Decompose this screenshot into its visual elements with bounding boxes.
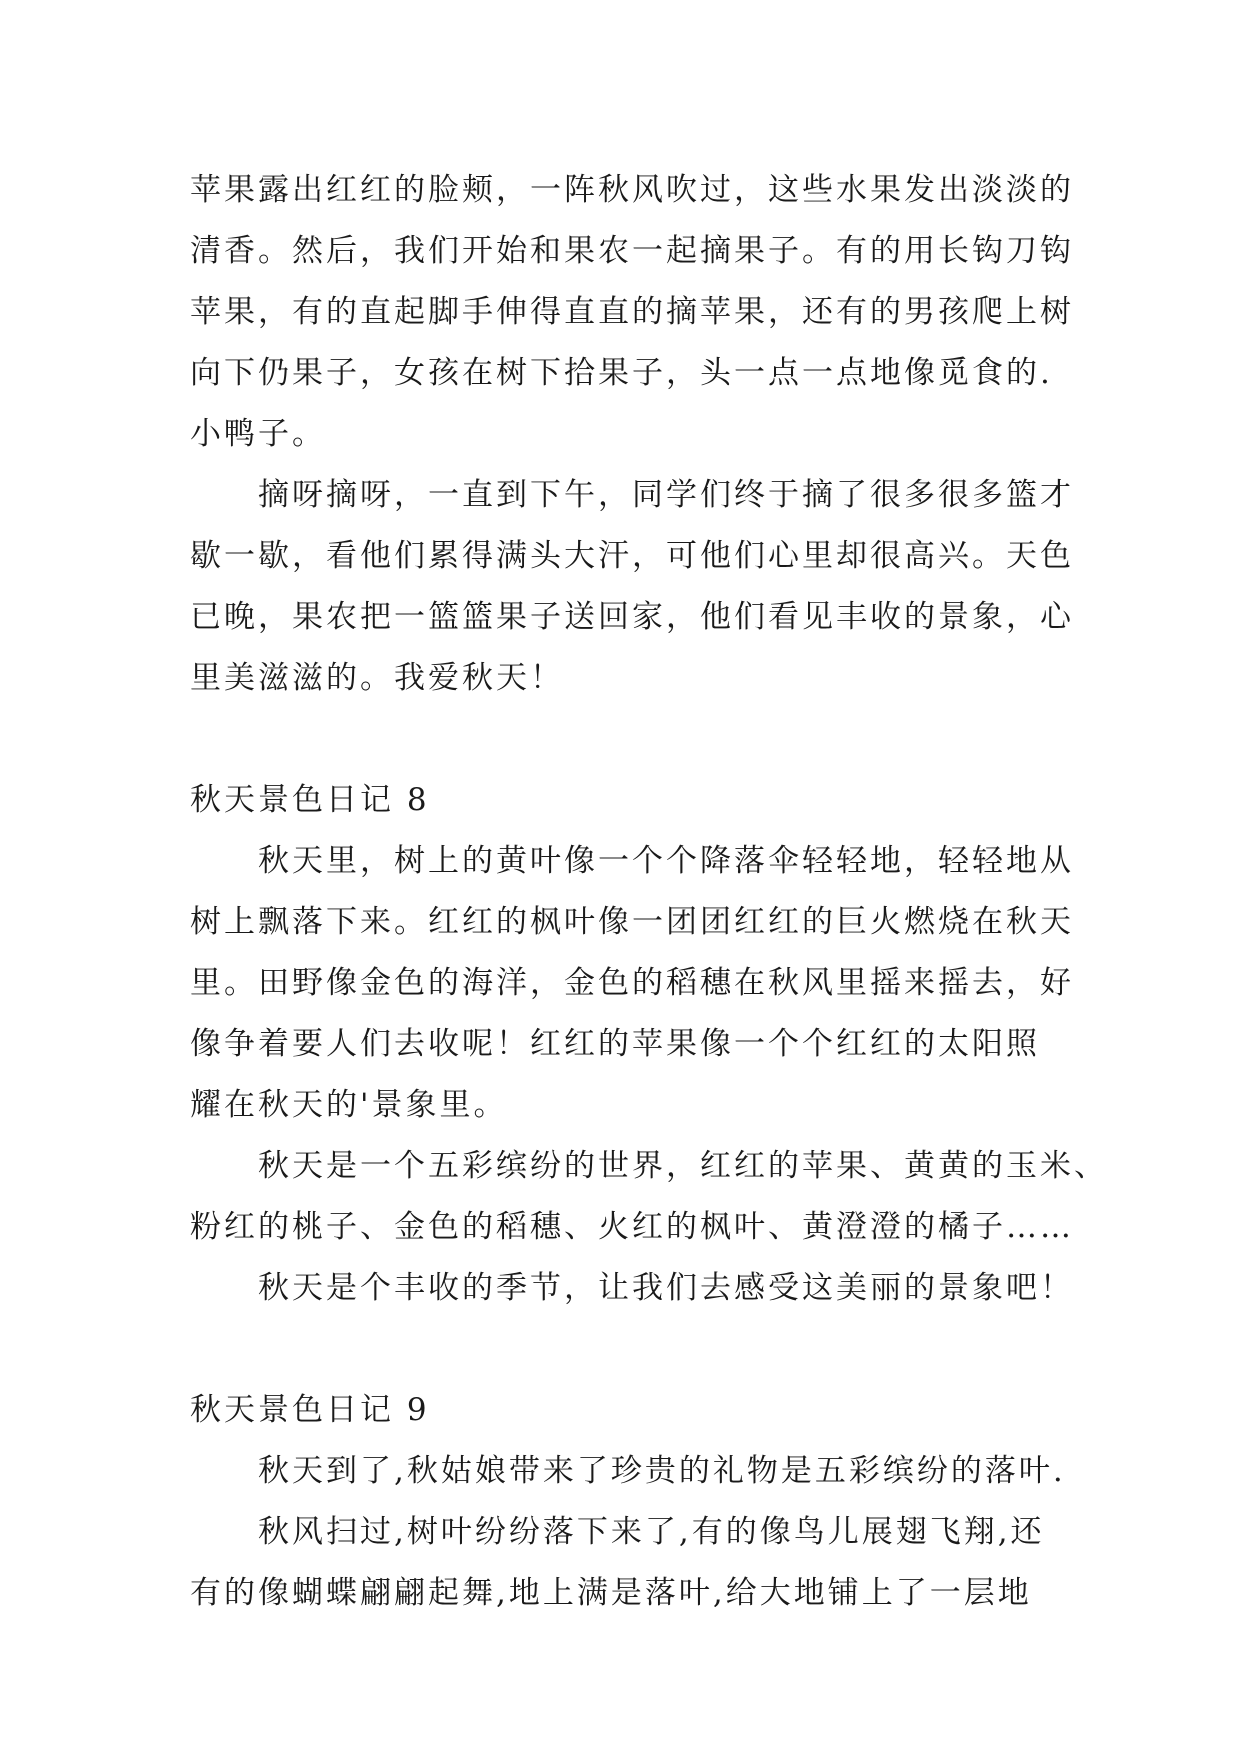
text-line: 里美滋滋的。我爱秋天！	[190, 660, 564, 696]
paragraph	[190, 1441, 1066, 1502]
paragraph	[190, 465, 1074, 709]
paragraph	[190, 1502, 1060, 1624]
text-line: 秋天是个丰收的季节，让我们去感受这美丽的景象吧！	[258, 1270, 1074, 1306]
text-line: 里。田野像金色的海洋，金色的稻穗在秋风里摇来摇去，好	[190, 965, 1074, 1001]
section-gap	[190, 709, 1060, 770]
text-line: 秋风扫过,树叶纷纷落下来了,有的像鸟儿展翅飞翔,还	[258, 1514, 1045, 1550]
text-line: 粉红的桃子、金色的稻穗、火红的枫叶、黄澄澄的橘子……	[190, 1209, 1074, 1245]
paragraph	[190, 1258, 1074, 1319]
section-title: 秋天景色日记 8	[190, 782, 430, 818]
text-line: 已晚，果农把一篮篮果子送回家，他们看见丰收的景象，心	[190, 599, 1074, 635]
text-line: 清香。然后，我们开始和果农一起摘果子。有的用长钩刀钩	[190, 233, 1074, 269]
text-line: 小鸭子。	[190, 416, 326, 452]
text-line: 有的像蝴蝶翩翩起舞,地上满是落叶,给大地铺上了一层地	[190, 1575, 1032, 1611]
text-line: 秋天里，树上的黄叶像一个个降落伞轻轻地，轻轻地从	[258, 843, 1074, 879]
text-line: 耀在秋天的'景象里。	[190, 1087, 508, 1123]
text-line: 歇一歇，看他们累得满头大汗，可他们心里却很高兴。天色	[190, 538, 1074, 574]
paragraph	[190, 831, 1074, 1136]
text-line: 苹果，有的直起脚手伸得直直的摘苹果，还有的男孩爬上树	[190, 294, 1074, 330]
text-line: 秋天到了,秋姑娘带来了珍贵的礼物是五彩缤纷的落叶.	[258, 1453, 1066, 1489]
text-line: 向下仍果子，女孩在树下拾果子，头一点一点地像觅食的.	[190, 355, 1053, 391]
text-line: 秋天是一个五彩缤纷的世界，红红的苹果、黄黄的玉米、	[258, 1148, 1108, 1184]
paragraph	[190, 1136, 1108, 1258]
paragraph	[190, 160, 1074, 465]
document-body	[190, 160, 1108, 1624]
text-line: 摘呀摘呀，一直到下午，同学们终于摘了很多很多篮才	[258, 477, 1074, 513]
text-line: 苹果露出红红的脸颊，一阵秋风吹过，这些水果发出淡淡的	[190, 172, 1074, 208]
text-line: 树上飘落下来。红红的枫叶像一团团红红的巨火燃烧在秋天	[190, 904, 1074, 940]
text-line: 像争着要人们去收呢！红红的苹果像一个个红红的太阳照	[190, 1026, 1040, 1062]
section-title: 秋天景色日记 9	[190, 1392, 430, 1428]
section-gap	[190, 1319, 1060, 1380]
